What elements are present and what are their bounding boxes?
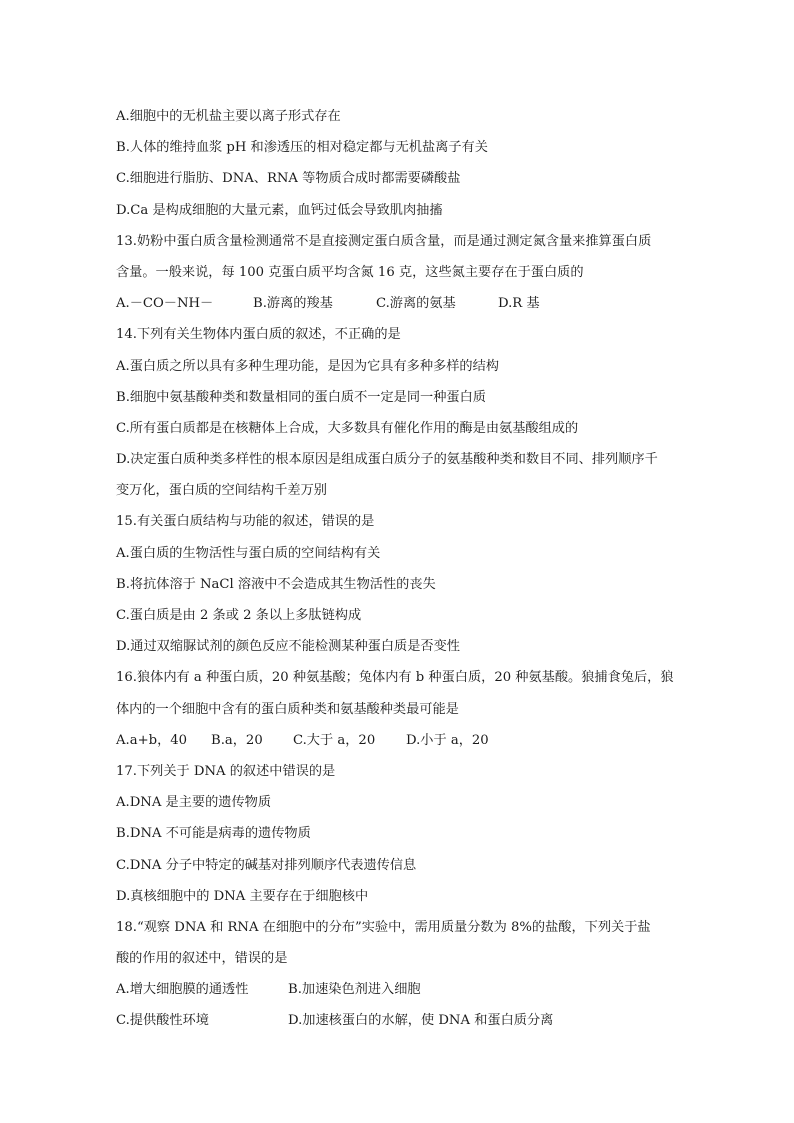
q14-option-d-line-2: 变万化，蛋白质的空间结构千差万别: [116, 483, 327, 499]
q16-option-d: D.小于 a，20: [406, 732, 489, 748]
q17-option-d: D.真核细胞中的 DNA 主要存在于细胞核中: [116, 888, 369, 904]
q12-option-a: A.细胞中的无机盐主要以离子形式存在: [116, 109, 341, 124]
q14-option-c: C.所有蛋白质都是在核糖体上合成，大多数具有催化作用的酶是由氨基酸组成的: [116, 420, 579, 436]
q18-options-row-2: [116, 1005, 696, 1036]
q12-option-c: C.细胞进行脂肪、DNA、RNA 等物质合成时都需要磷酸盐: [116, 171, 461, 187]
q18-option-d: D.加速核蛋白的水解，使 DNA 和蛋白质分离: [288, 1013, 554, 1029]
q14-option-d-line-1: D.决定蛋白质种类多样性的根本原因是组成蛋白质分子的氨基酸种类和数目不同、排列顺序千: [116, 452, 658, 468]
q16-options: [116, 725, 696, 756]
q16-option-b: B.a，20: [211, 732, 263, 748]
q18-option-c: C.提供酸性环境: [116, 1013, 209, 1029]
q15-option-a: A.蛋白质的生物活性与蛋白质的空间结构有关: [116, 545, 381, 561]
q18-option-a: A.增大细胞膜的通透性: [116, 982, 249, 998]
q17-option-c: C.DNA 分子中特定的碱基对排列顺序代表遗传信息: [116, 857, 417, 873]
q18-stem-line-2: 酸的作用的叙述中，错误的是: [116, 951, 288, 967]
q12-option-d: D.Ca 是构成细胞的大量元素，血钙过低会导致肌肉抽搐: [116, 202, 443, 218]
q14-stem: 14.下列有关生物体内蛋白质的叙述，不正确的是: [116, 327, 401, 343]
q14-option-b: B.细胞中氨基酸种类和数量相同的蛋白质不一定是同一种蛋白质: [116, 389, 486, 405]
q17-option-b: B.DNA 不可能是病毒的遗传物质: [116, 826, 311, 842]
q15-option-b: B.将抗体溶于 NaCl 溶液中不会造成其生物活性的丧失: [116, 576, 436, 592]
q15-option-c: C.蛋白质是由 2 条或 2 条以上多肽链构成: [116, 608, 362, 623]
q13-option-b: B.游离的羧基: [253, 296, 333, 312]
q13-option-d: D.R 基: [498, 296, 540, 312]
q13-option-c: C.游离的氨基: [376, 296, 456, 312]
q17-stem: 17.下列关于 DNA 的叙述中错误的是: [116, 763, 336, 779]
q18-stem-line-1: 18.“观察 DNA 和 RNA 在细胞中的分布”实验中，需用质量分数为 8%的盐酸，下列关于盐: [116, 919, 651, 935]
q18-option-b: B.加速染色剂进入细胞: [288, 982, 421, 998]
q16-stem-line-1: 16.狼体内有 a 种蛋白质，20 种氨基酸；兔体内有 b 种蛋白质，20 种氨基酸。狼捕食兔后，狼: [116, 670, 674, 686]
q15-option-d: D.通过双缩脲试剂的颜色反应不能检测某种蛋白质是否变性: [116, 639, 460, 655]
q13-option-a: A.－CO－NH－: [116, 296, 214, 312]
q16-stem-line-2: 体内的一个细胞中含有的蛋白质种类和氨基酸种类最可能是: [116, 701, 459, 717]
question-content: [116, 101, 696, 1037]
q13-stem-line-1: 13.奶粉中蛋白质含量检测通常不是直接测定蛋白质含量，而是通过测定氮含量来推算蛋白质: [116, 233, 652, 249]
q14-option-a: A.蛋白质之所以具有多种生理功能，是因为它具有多种多样的结构: [116, 358, 499, 374]
q16-option-c: C.大于 a，20: [293, 732, 376, 748]
q12-option-b: B.人体的维持血浆 pH 和渗透压的相对稳定都与无机盐离子有关: [116, 140, 488, 156]
q13-options: [116, 288, 696, 319]
q16-option-a: A.a+b，40: [116, 732, 188, 748]
q13-stem-line-2: 含量。一般来说，每 100 克蛋白质平均含氮 16 克，这些氮主要存在于蛋白质的: [116, 264, 584, 280]
q17-option-a: A.DNA 是主要的遗传物质: [116, 795, 272, 811]
q18-options-row-1: [116, 974, 696, 1005]
q15-stem: 15.有关蛋白质结构与功能的叙述，错误的是: [116, 514, 375, 530]
